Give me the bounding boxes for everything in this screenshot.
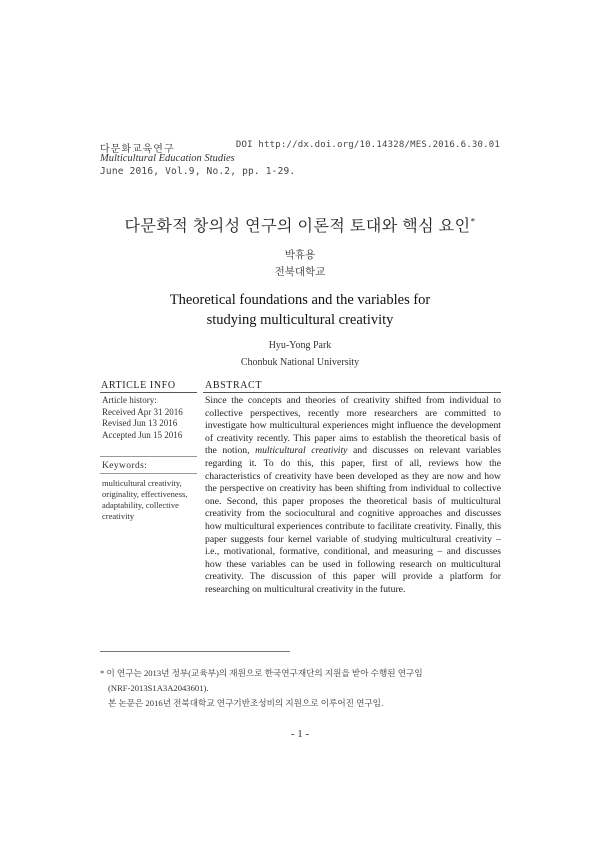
footnote-line-1: * 이 연구는 2013년 정부(교육부)의 재원으로 한국연구재단의 지원을 받아 수행된 연구임: [100, 668, 423, 678]
received-date: Received Apr 31 2016: [102, 406, 183, 417]
accepted-date: Accepted Jun 15 2016: [102, 429, 183, 440]
title-english-line-2: studying multicultural creativity: [206, 312, 394, 328]
abstract-heading: ABSTRACT: [205, 380, 263, 391]
article-info-divider: [100, 392, 197, 393]
doi-link[interactable]: DOI http://dx.doi.org/10.14328/MES.2016.6.30.01: [235, 140, 500, 150]
keywords-heading: Keywords:: [102, 461, 148, 471]
article-history: [102, 395, 183, 441]
journal-name-korean: 다문화교육연구: [100, 144, 175, 155]
page-number: - 1 -: [290, 728, 310, 740]
abstract-text-part-2: and discusses on relevant variables regarding it. To do this, this paper, first of all, reviews how the characteristics of creativity have been developed as they are now and how the perspective on creativity has been shifting from individual to collective one. Second, this paper proposes the theoretical basis of multicultural creativity from the sociocultural and cognitive approaches and discusses how multicultural experiences contribute to facilitate creativity. Finally, this paper suggests four kernel variable of studying multicultural creativity – i.e., motivational, formative, conditional, and measuring – and discusses how these variables can be used in following research on multicultural creativity. The discussion of this paper will provide a platform for researching on multicultural creativity in the future.: [205, 445, 501, 595]
author-affiliation-korean: 전북대학교: [274, 267, 326, 278]
abstract-text-part-1: Since the concepts and theories of creativity shifted from individual to collective perspectives, recently more researchers are committed to investigate how multicultural experiences might influence the development of creativity recently. This paper aims to establish the theoretical basis of the notion,: [205, 395, 501, 457]
journal-issue: June 2016, Vol.9, No.2, pp. 1-29.: [100, 166, 296, 177]
title-footnote-marker: *: [470, 216, 476, 227]
footnote-line-3: 본 논문은 2016년 전북대학교 연구기반조성비의 지원으로 이루어진 연구임.: [108, 698, 384, 708]
revised-date: Revised Jun 13 2016: [102, 418, 178, 428]
abstract-body: [205, 395, 501, 597]
abstract-divider: [203, 392, 501, 393]
abstract-text-italic: multicultural creativity: [255, 445, 348, 457]
paper-title-korean: [0, 213, 600, 236]
title-korean-text: 다문화적 창의성 연구의 이론적 토대와 핵심 요인: [124, 218, 471, 235]
author-name-korean: 박휴용: [284, 250, 316, 261]
keywords-divider: [100, 473, 197, 474]
footnote-divider: [100, 651, 290, 652]
keywords-list: multicultural creativity, originality, effectiveness, adaptability, collective creativity: [102, 478, 188, 521]
journal-name-english: Multicultural Education Studies: [100, 153, 235, 164]
history-label: Article history:: [102, 395, 157, 405]
article-info-heading: ARTICLE INFO: [101, 380, 176, 391]
title-english-line-1: Theoretical foundations and the variables for: [169, 292, 431, 308]
footnote-line-2: (NRF-2013S1A3A2043601).: [108, 683, 209, 693]
paper-title-english: [0, 290, 600, 330]
history-divider: [100, 456, 197, 457]
author-name-english: Hyu-Yong Park: [268, 340, 332, 351]
footnote: [100, 666, 510, 711]
author-affiliation-english: Chonbuk National University: [240, 357, 360, 368]
